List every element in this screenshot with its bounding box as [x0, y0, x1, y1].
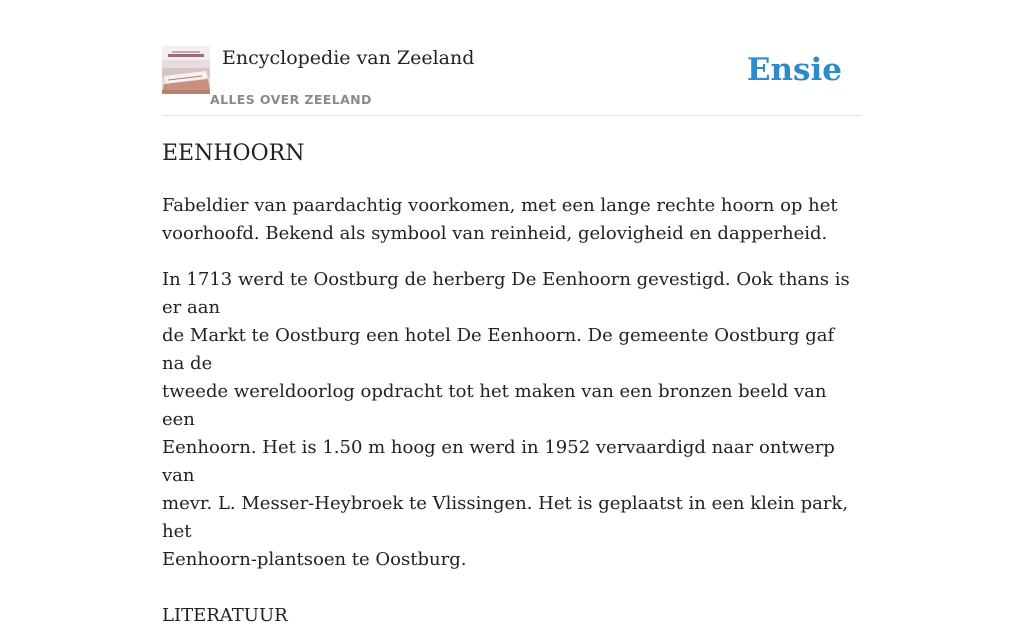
site-header — [162, 44, 862, 116]
brand-logo[interactable]: Ensie — [746, 52, 842, 88]
encyclopedia-books-avatar-icon[interactable] — [162, 46, 210, 94]
literature-heading: LITERATUUR — [162, 605, 288, 626]
article-paragraph: Fabeldier van paardachtig voorkomen, met een lange rechte hoorn op het voorhoofd. Bekend als symbool van reinheid, gelovigheid en dapperheid. — [162, 195, 838, 244]
article-title: EENHOORN — [162, 141, 305, 166]
article — [162, 138, 862, 630]
article-paragraph: In 1713 werd te Oostburg de herberg De Eenhoorn gevestigd. Ook thans is er aan de Markt te Oostburg een hotel De Eenhoorn. De gemeente Oostburg gaf na de tweede wereldoorlog opdracht tot het maken van een bronzen beeld van een Eenhoorn. Het is 1.50 m hoog en werd in 1952 vervaardigd naar ontwerp van mevr. L. Messer-Heybroek te Vlissingen. Het is geplaatst in een klein park, het Eenhoorn-plantsoen te Oostburg. — [162, 269, 850, 570]
site-title[interactable]: Encyclopedie van Zeeland — [222, 47, 475, 69]
site-tagline: ALLES OVER ZEELAND — [210, 92, 372, 107]
